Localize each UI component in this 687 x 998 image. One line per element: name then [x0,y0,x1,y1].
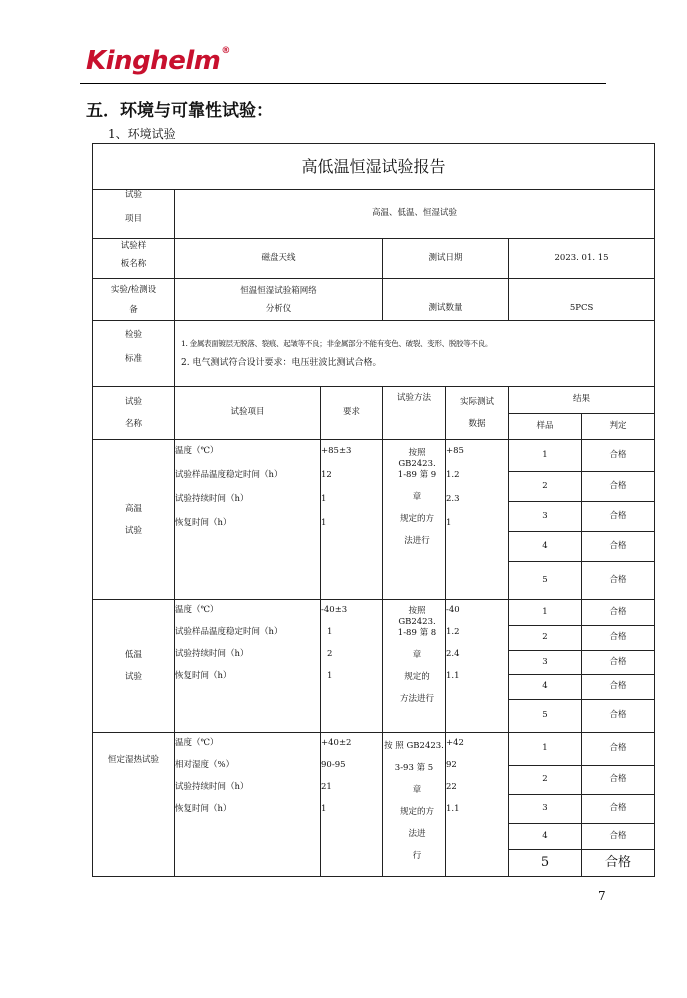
judgment-cell: 合格 [582,824,655,850]
method-low-temp: 按照 GB2423. 1-89 第 8 章 规定的 方法进行 [383,600,446,733]
sample-name-value: 磁盘天线 [175,239,383,279]
actual-humidity: +42 92 22 1.1 [446,733,509,877]
standard-items [175,321,655,387]
sample-cell: 3 [509,795,582,824]
report-title: 高低温恒湿试验报告 [93,144,655,190]
sample-cell: 4 [509,532,582,562]
standard-item: 1. 金属表面镀层无脱落、裂痕、起皱等不良；非金属部分不能有变色、破裂、变形、脱胶等不良。 [181,338,493,348]
judgment-cell: 合格 [582,766,655,795]
sample-cell: 5 [509,850,582,877]
environment-test-report-table [92,143,655,877]
judgment-cell: 合格 [582,440,655,472]
col-test-name: 试验 名称 [93,387,175,440]
judgment-cell: 合格 [582,700,655,733]
test-items-low-temp: 温度（℃） 试验样品温度稳定时间（h） 试验持续时间（h） 恢复时间（h） [175,600,321,733]
method-high-temp: 按照 GB2423. 1-89 第 9 章 规定的方 法进行 [383,440,446,600]
sample-cell: 5 [509,562,582,600]
standard-label: 检验 标准 [93,321,175,387]
requirements-low-temp: -40±3 1 2 1 [321,600,383,733]
test-name-high-temp: 高温 试验 [93,440,175,600]
sample-cell: 4 [509,824,582,850]
judgment-cell: 合格 [582,626,655,651]
actual-low-temp: -40 1.2 2.4 1.1 [446,600,509,733]
requirements-high-temp: +85±3 12 1 1 [321,440,383,600]
judgment-cell: 合格 [582,733,655,766]
kinghelm-logo: Kinghelm® [86,46,230,76]
col-requirement: 要求 [321,387,383,440]
test-items-value: 高温、低温、恒湿试验 [175,190,655,239]
quantity-label: 测试数量 [383,279,509,321]
sub-title: 1、环境试验 [108,127,176,141]
header-rule [80,83,606,84]
test-items-high-temp: 温度（℃） 试验样品温度稳定时间（h） 试验持续时间（h） 恢复时间（h） [175,440,321,600]
test-items-humidity: 温度（℃） 相对湿度（%） 试验持续时间（h） 恢复时间（h） [175,733,321,877]
sample-cell: 1 [509,600,582,626]
standard-item: 2. 电气测试符合设计要求：电压驻波比测试合格。 [181,357,382,368]
test-name-low-temp: 低温 试验 [93,600,175,733]
sample-cell: 3 [509,502,582,532]
sample-cell: 4 [509,675,582,700]
sample-cell: 2 [509,766,582,795]
requirements-humidity: +40±2 90-95 21 1 [321,733,383,877]
equipment-value: 恒温恒湿试验箱网络 分析仪 [175,279,383,321]
judgment-cell: 合格 [582,562,655,600]
judgment-cell: 合格 [582,675,655,700]
section-title: 五．环境与可靠性试验： [86,101,273,121]
col-actual: 实际测试 数据 [446,387,509,440]
judgment-cell: 合格 [582,795,655,824]
sample-cell: 1 [509,440,582,472]
judgment-cell: 合格 [582,472,655,502]
test-date-value: 2023. 01. 15 [509,239,655,279]
quantity-value: 5PCS [509,279,655,321]
test-items-label: 试验 项目 [93,190,175,239]
judgment-cell: 合格 [582,651,655,675]
sample-name-label: 试验样 板名称 [93,239,175,279]
col-result: 结果 [509,387,655,414]
sample-cell: 5 [509,700,582,733]
sample-cell: 2 [509,472,582,502]
sample-cell: 1 [509,733,582,766]
test-name-humidity: 恒定湿热试验 [93,733,175,877]
method-humidity: 按 照 GB2423. 3-93 第 5 章 规定的方 法进 行 [383,733,446,877]
col-test-item: 试验项目 [175,387,321,440]
test-date-label: 测试日期 [383,239,509,279]
sample-cell: 2 [509,626,582,651]
judgment-cell: 合格 [582,532,655,562]
equipment-label: 实验/检测设 备 [93,279,175,321]
col-judgment: 判定 [582,414,655,440]
sample-cell: 3 [509,651,582,675]
judgment-cell: 合格 [582,600,655,626]
col-method: 试验方法 [383,387,446,440]
page-number: 7 [598,889,606,903]
actual-high-temp: +85 1.2 2.3 1 [446,440,509,600]
col-sample: 样品 [509,414,582,440]
judgment-cell: 合格 [582,850,655,877]
judgment-cell: 合格 [582,502,655,532]
